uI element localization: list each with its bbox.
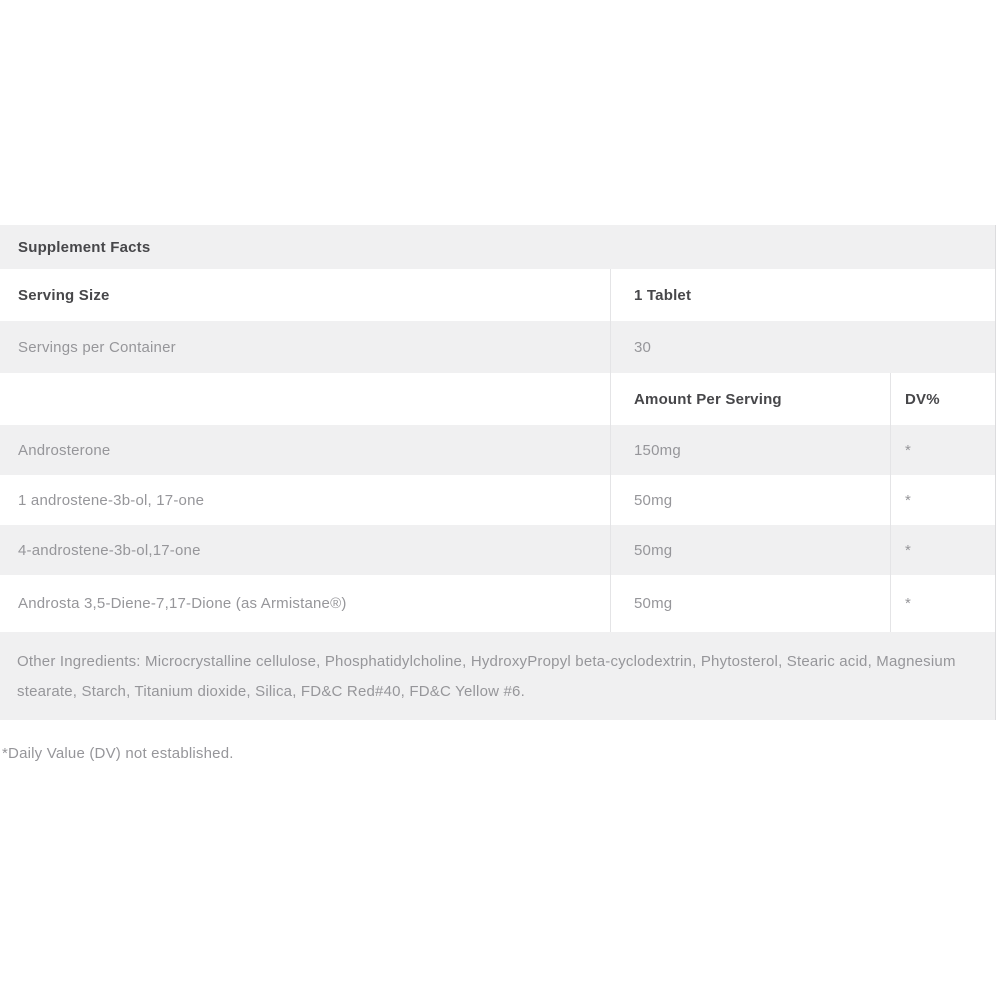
serving-size-value: 1 Tablet bbox=[634, 286, 692, 304]
header-dv-cell bbox=[890, 373, 996, 425]
ingredient-dv-cell bbox=[890, 475, 996, 525]
ingredient-dv-cell bbox=[890, 575, 996, 632]
ingredient-amount-cell bbox=[610, 475, 890, 525]
servings-value-cell bbox=[610, 321, 890, 373]
ingredient-dv: * bbox=[905, 491, 912, 509]
ingredient-name: 4-androstene-3b-ol,17-one bbox=[18, 541, 201, 559]
ingredient-dv: * bbox=[905, 441, 912, 459]
servings-per-container-row bbox=[0, 321, 995, 373]
ingredient-dv: * bbox=[905, 595, 912, 612]
ingredient-row bbox=[0, 475, 995, 525]
ingredient-amount: 150mg bbox=[634, 441, 681, 459]
servings-dv-cell bbox=[890, 321, 996, 373]
ingredient-amount: 50mg bbox=[634, 595, 673, 612]
ingredient-amount: 50mg bbox=[634, 491, 673, 509]
ingredient-name: 1 androstene-3b-ol, 17-one bbox=[18, 491, 205, 509]
table-title-row bbox=[0, 225, 995, 269]
ingredient-row bbox=[0, 575, 995, 632]
header-amount-cell bbox=[610, 373, 890, 425]
serving-size-value-cell bbox=[610, 269, 890, 321]
servings-label: Servings per Container bbox=[18, 338, 176, 356]
ingredient-dv-cell bbox=[890, 525, 996, 575]
serving-size-label: Serving Size bbox=[18, 286, 110, 304]
ingredient-amount: 50mg bbox=[634, 541, 673, 559]
ingredient-name-cell bbox=[0, 525, 610, 575]
ingredient-dv-cell bbox=[890, 425, 996, 475]
servings-value: 30 bbox=[634, 338, 652, 356]
header-empty-cell bbox=[0, 373, 610, 425]
ingredient-amount-cell bbox=[610, 425, 890, 475]
other-ingredients-row bbox=[0, 632, 995, 720]
ingredient-amount-cell bbox=[610, 575, 890, 632]
other-ingredients-text: Other Ingredients: Microcrystalline cellulose, Phosphatidylcholine, HydroxyPropyl beta-cyclodextrin, Phytosterol, Stearic acid, Magnesium stearate, Starch, Titanium dioxide, Silica, FD&C Red#40, FD&C Yellow #6. bbox=[17, 653, 956, 700]
ingredient-amount-cell bbox=[610, 525, 890, 575]
ingredient-name-cell bbox=[0, 575, 610, 632]
ingredient-name: Androsta 3,5-Diene-7,17-Dione (as Armistane®) bbox=[18, 595, 347, 612]
supplement-facts-table bbox=[0, 225, 996, 720]
ingredient-row bbox=[0, 525, 995, 575]
ingredient-dv: * bbox=[905, 541, 912, 559]
serving-size-row bbox=[0, 269, 995, 321]
ingredient-name-cell bbox=[0, 475, 610, 525]
serving-size-dv-cell bbox=[890, 269, 996, 321]
ingredient-name-cell bbox=[0, 425, 610, 475]
amount-per-serving-header: Amount Per Serving bbox=[634, 390, 782, 408]
column-header-row bbox=[0, 373, 995, 425]
table-title: Supplement Facts bbox=[18, 238, 151, 256]
daily-value-footnote: *Daily Value (DV) not established. bbox=[2, 745, 234, 762]
dv-percent-header: DV% bbox=[905, 390, 940, 408]
serving-size-label-cell bbox=[0, 269, 610, 321]
ingredient-name: Androsterone bbox=[18, 441, 111, 459]
servings-label-cell bbox=[0, 321, 610, 373]
ingredient-row bbox=[0, 425, 995, 475]
